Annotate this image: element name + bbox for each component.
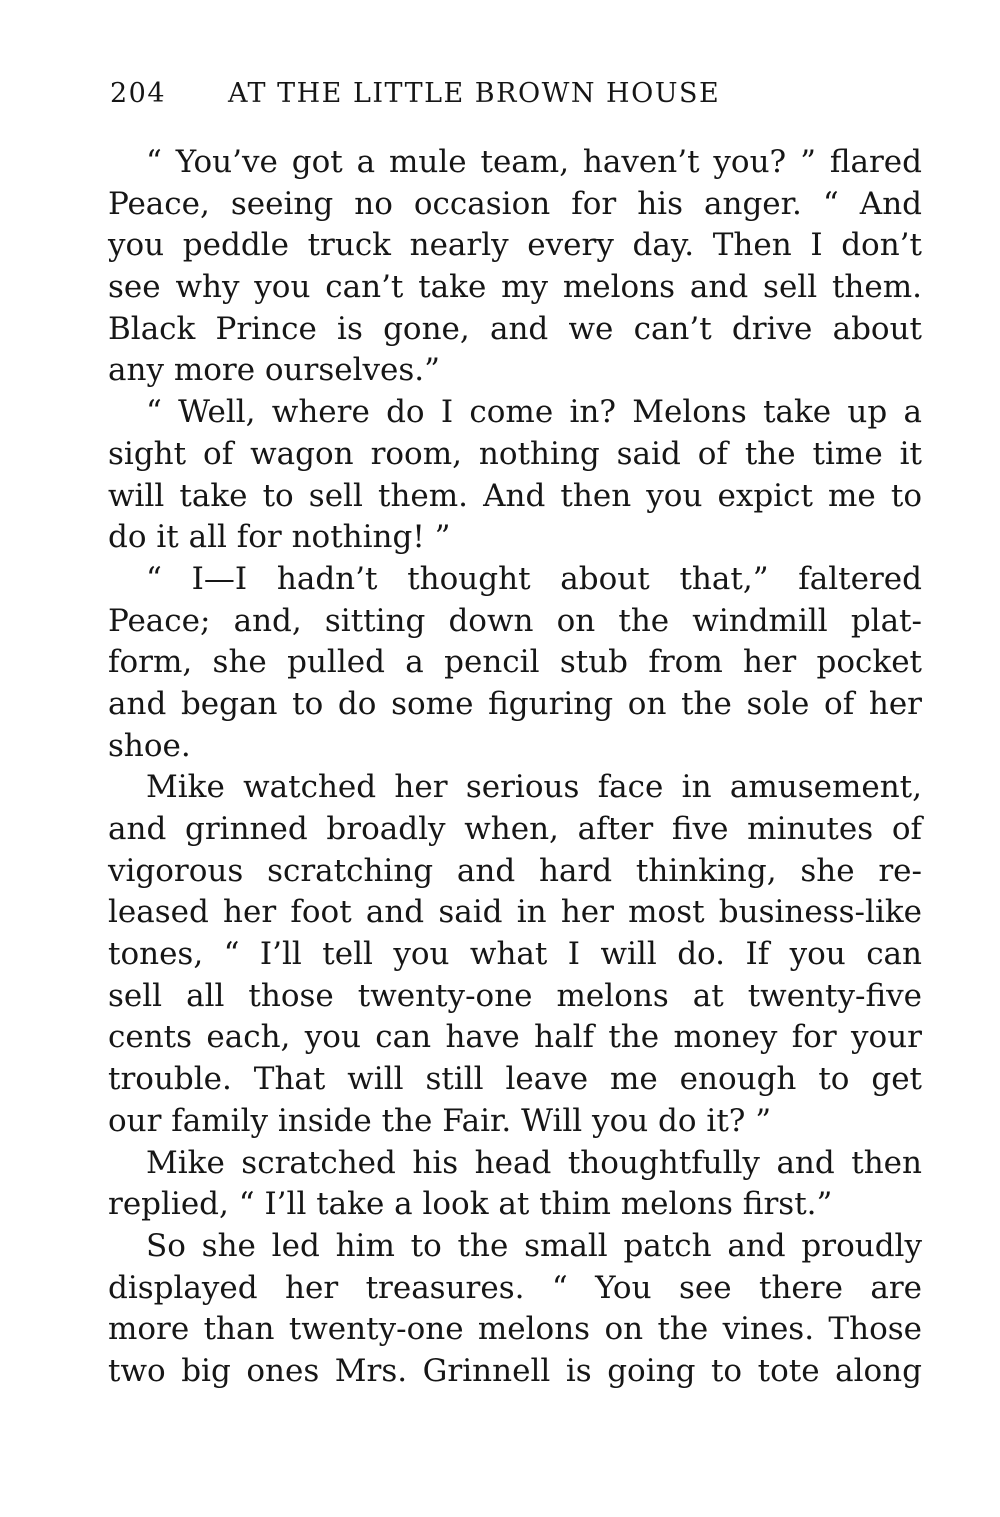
text-line: displayed her treasures. “ You see there are <box>108 1269 922 1306</box>
text-line: Mike watched her serious face in amusement, <box>146 769 922 806</box>
text-line: trouble. That will still leave me enough to get <box>108 1061 922 1098</box>
running-head <box>110 74 930 114</box>
text-line: do it all for nothing! ” <box>108 519 451 556</box>
text-line: see why you can’t take my melons and sell them. <box>108 269 922 306</box>
text-line: So she led him to the small patch and proudly <box>146 1227 922 1264</box>
text-line: Peace; and, sitting down on the windmill plat- <box>108 602 922 639</box>
text-line: sell all those twenty-one melons at twenty-five <box>108 977 922 1014</box>
text-line: sight of wagon room, nothing said of the time it <box>108 435 922 472</box>
text-line: and grinned broadly when, after five minutes of <box>108 811 922 847</box>
text-line: “ Well, where do I come in? Melons take up a <box>146 394 922 431</box>
text-line: cents each, you can have half the money for your <box>108 1019 922 1056</box>
text-line: “ You’ve got a mule team, haven’t you? ” flared <box>146 144 922 180</box>
text-line: leased her foot and said in her most business-like <box>108 894 922 931</box>
book-title: AT THE LITTLE BROWN HOUSE <box>228 78 721 109</box>
text-line: “ I—I hadn’t thought about that,” faltered <box>146 560 922 597</box>
body-text <box>108 142 922 1393</box>
text-line: shoe. <box>108 727 191 764</box>
text-line: Black Prince is gone, and we can’t drive about <box>108 310 922 347</box>
text-line: and began to do some figuring on the sole of her <box>108 685 922 722</box>
text-line: will take to sell them. And then you expict me to <box>108 477 922 514</box>
text-line: two big ones Mrs. Grinnell is going to tote along <box>108 1352 922 1389</box>
text-line: any more ourselves.” <box>108 352 440 389</box>
text-line: our family inside the Fair. Will you do it? ” <box>108 1102 772 1139</box>
text-line: replied, “ I’ll take a look at thim melons first.” <box>108 1186 833 1223</box>
text-line: tones, “ I’ll tell you what I will do. If you can <box>108 936 922 973</box>
text-line: more than twenty-one melons on the vines. Those <box>108 1311 922 1348</box>
page-number: 204 <box>110 78 167 109</box>
text-line: Peace, seeing no occasion for his anger. “ And <box>108 185 922 222</box>
text-line: vigorous scratching and hard thinking, she re- <box>108 852 922 889</box>
text-line: Mike scratched his head thoughtfully and then <box>146 1144 922 1181</box>
text-line: form, she pulled a pencil stub from her pocket <box>108 644 922 681</box>
text-line: you peddle truck nearly every day. Then I don’t <box>108 227 922 264</box>
